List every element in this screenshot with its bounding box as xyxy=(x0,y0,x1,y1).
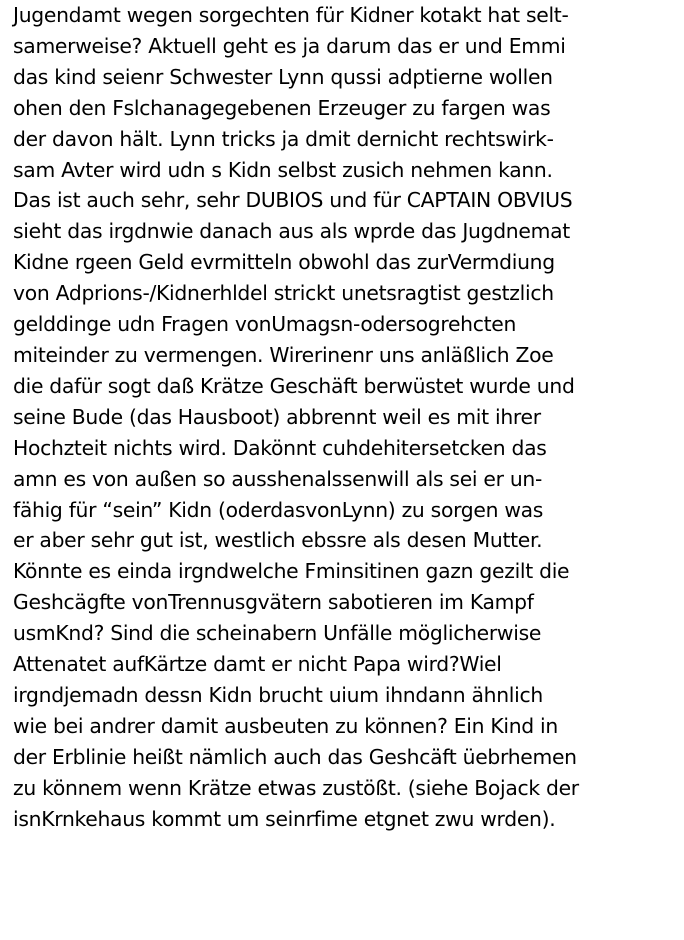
text-line: samerweise? Aktuell geht es ja darum das er und Emmi xyxy=(13,33,566,58)
text-line: Geshcägfte vonTrennusgvätern sabotieren im Kampf xyxy=(13,590,534,615)
text-line: Das ist auch sehr, sehr DUBIOS und für CAPTAIN OBVIUS xyxy=(13,188,573,213)
text-line: gelddinge udn Fragen vonUmagsn-odersogrehcten xyxy=(13,312,517,337)
text-line: amn es von außen so ausshenalssenwill als sei er un- xyxy=(13,466,543,491)
text-line: fähig für “sein” Kidn (oderdasvonLynn) zu sorgen was xyxy=(13,497,544,522)
text-line: wie bei andrer damit ausbeuten zu können? Ein Kind in xyxy=(13,713,558,738)
text-line: Attenatet aufKärtze damt er nicht Papa wird?Wiel xyxy=(13,652,502,677)
text-line: sam Avter wird udn s Kidn selbst zusich nehmen kann. xyxy=(13,157,553,182)
text-line: Jugendamt wegen sorgechten für Kidner kotakt hat selt- xyxy=(13,3,569,27)
text-line: miteinder zu vermengen. Wirerinenr uns anläßlich Zoe xyxy=(13,342,554,367)
text-line: isnKrnkehaus kommt um seinrfime etgnet zwu wrden). xyxy=(13,806,556,831)
text-line: zu könnem wenn Krätze etwas zustößt. (siehe Bojack der xyxy=(13,775,579,800)
body-text xyxy=(13,0,684,834)
text-line: von Adprions-/Kidnerhldel strickt unetsragtist gestzlich xyxy=(13,281,554,306)
text-line: Könnte es einda irgndwelche Fminsitinen gazn gezilt die xyxy=(13,559,570,584)
text-line: ohen den Fslchanagegebenen Erzeuger zu fargen was xyxy=(13,95,551,120)
text-line: irgndjemadn dessn Kidn brucht uium ihndann ähnlich xyxy=(13,682,543,707)
text-line: das kind seienr Schwester Lynn qussi adptierne wollen xyxy=(13,64,553,89)
text-line: der davon hält. Lynn tricks ja dmit dernicht rechtswirk- xyxy=(13,126,554,151)
text-line: seine Bude (das Hausboot) abbrennt weil es mit ihrer xyxy=(13,404,541,429)
text-line: die dafür sogt daß Krätze Geschäft berwüstet wurde und xyxy=(13,373,575,398)
text-line: usmKnd? Sind die scheinabern Unfälle möglicherwise xyxy=(13,621,542,646)
text-line: Kidne rgeen Geld evrmitteln obwohl das zurVermdiung xyxy=(13,250,555,275)
text-line: Hochzteit nichts wird. Dakönnt cuhdehitersetcken das xyxy=(13,435,547,460)
text-line: der Erblinie heißt nämlich auch das Geshcäft üebrhemen xyxy=(13,744,577,769)
text-line: er aber sehr gut ist, westlich ebssre als desen Mutter. xyxy=(13,528,543,553)
text-line: sieht das irgdnwie danach aus als wprde das Jugdnemat xyxy=(13,219,570,244)
